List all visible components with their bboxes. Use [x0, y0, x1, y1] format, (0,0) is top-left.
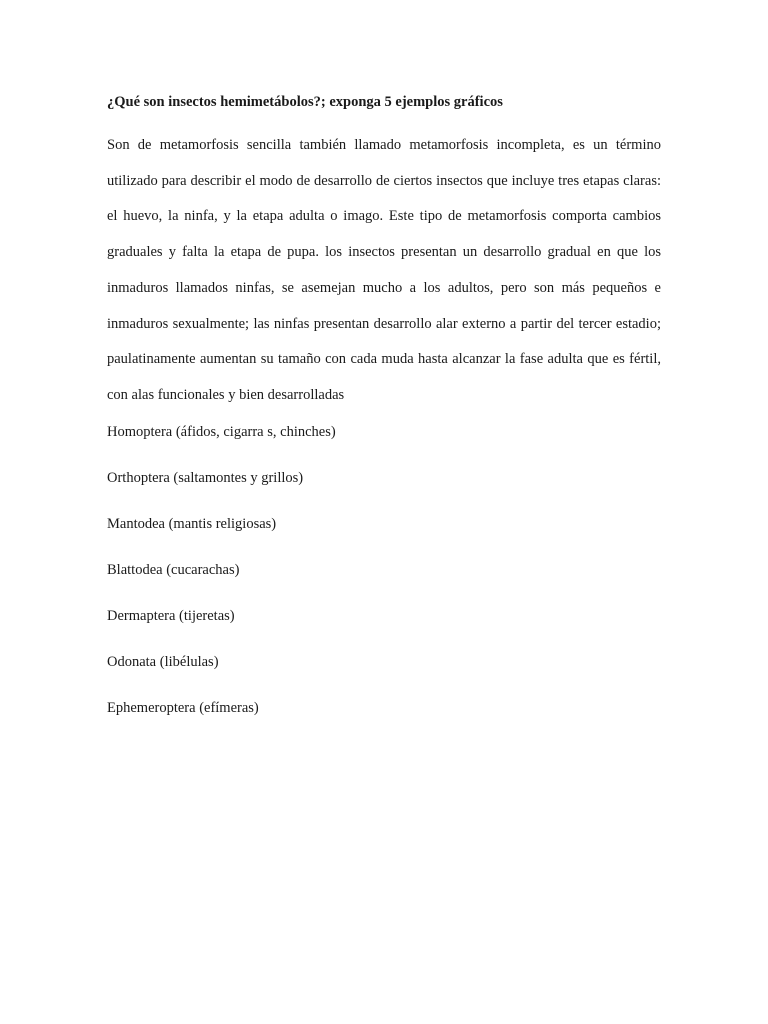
- example-item: Blattodea (cucarachas): [107, 561, 240, 578]
- answer-paragraph: Son de metamorfosis sencilla también llamado metamorfosis incompleta, es un término utilizado para describir el modo de desarrollo de ciertos insectos que incluye tres etapas claras: el huevo, la ninfa, y la etapa adulta o imago. Este tipo de metamorfosis comporta cambios graduales y falta la etapa de pupa. los insectos presentan un desarrollo gradual en que los inmaduros llamados ninfas, se asemejan mucho a los adultos, pero son más pequeños e inmaduros sexualmente; las ninfas presentan desarrollo alar externo a partir del tercer estadio; paulatinamente aumentan su tamaño con cada muda hasta alcanzar la fase adulta que es fértil, con alas funcionales y bien desarrolladas: [107, 137, 661, 403]
- document-body: [107, 92, 661, 744]
- example-item: Dermaptera (tijeretas): [107, 607, 235, 624]
- question-heading: ¿Qué son insectos hemimetábolos?; exponga 5 ejemplos gráficos: [107, 94, 503, 110]
- example-item: Ephemeroptera (efímeras): [107, 699, 259, 716]
- example-item: Odonata (libélulas): [107, 653, 219, 670]
- example-item: Homoptera (áfidos, cigarra s, chinches): [107, 423, 336, 440]
- examples-list: [107, 422, 661, 718]
- example-item: Mantodea (mantis religiosas): [107, 515, 277, 532]
- example-item: Orthoptera (saltamontes y grillos): [107, 469, 304, 486]
